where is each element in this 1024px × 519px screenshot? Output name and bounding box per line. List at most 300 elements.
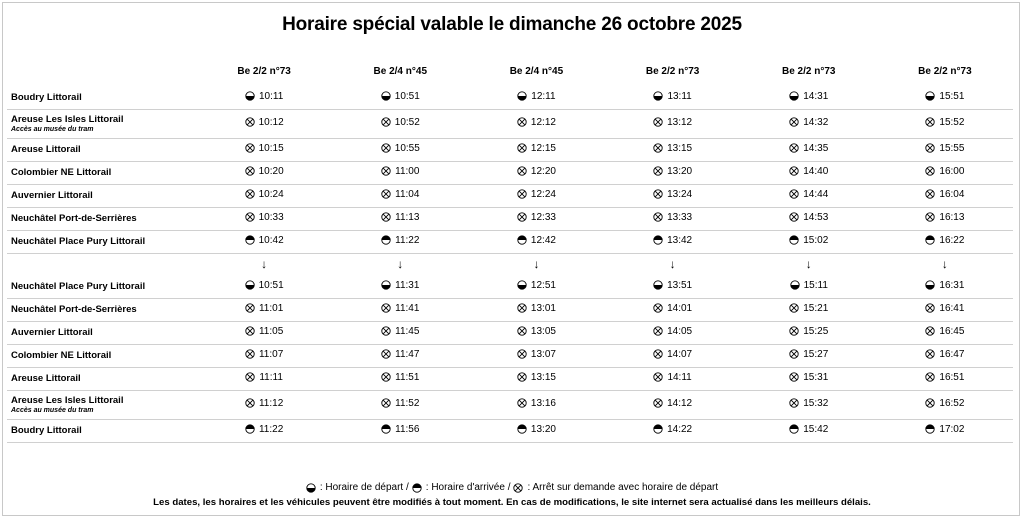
stop-name-cell bbox=[7, 86, 196, 109]
departure-icon bbox=[517, 280, 527, 290]
time-cell bbox=[332, 86, 468, 109]
request-stop-icon bbox=[789, 143, 799, 153]
schedule-row bbox=[7, 321, 1013, 344]
time-value: 15:52 bbox=[939, 116, 965, 128]
legend-request-label: : Arrêt sur demande avec horaire de départ bbox=[527, 482, 719, 493]
stop-name-cell bbox=[7, 161, 196, 184]
time-cell bbox=[196, 419, 332, 442]
time-cell bbox=[196, 298, 332, 321]
header-corner bbox=[7, 57, 196, 86]
request-stop-icon bbox=[381, 166, 391, 176]
time-cell bbox=[605, 298, 741, 321]
time-cell bbox=[196, 275, 332, 298]
stop-name-cell bbox=[7, 207, 196, 230]
time-value: 11:13 bbox=[395, 211, 420, 223]
stop-name: Auvernier Littorail bbox=[11, 190, 93, 201]
time-value: 10:33 bbox=[258, 211, 284, 223]
time-cell bbox=[741, 207, 877, 230]
time-cell bbox=[877, 138, 1013, 161]
time-cell bbox=[332, 344, 468, 367]
time-cell bbox=[605, 161, 741, 184]
time-value: 10:55 bbox=[394, 142, 420, 154]
stop-name: Areuse Les Isles Littorail bbox=[11, 113, 124, 125]
time-value: 15:51 bbox=[939, 90, 965, 102]
time-value: 10:52 bbox=[394, 116, 420, 128]
time-value: 10:20 bbox=[258, 165, 284, 177]
time-cell bbox=[468, 367, 604, 390]
time-cell bbox=[468, 230, 604, 253]
time-cell bbox=[605, 138, 741, 161]
time-value: 12:24 bbox=[530, 188, 556, 200]
time-cell bbox=[741, 367, 877, 390]
time-cell bbox=[196, 161, 332, 184]
time-value: 15:11 bbox=[803, 279, 828, 291]
time-value: 14:31 bbox=[803, 90, 829, 102]
time-value: 16:04 bbox=[939, 188, 965, 200]
time-cell bbox=[468, 419, 604, 442]
request-stop-icon bbox=[789, 303, 799, 313]
time-value: 13:15 bbox=[530, 371, 556, 383]
request-stop-icon bbox=[653, 303, 663, 313]
schedule-row bbox=[7, 367, 1013, 390]
request-stop-icon bbox=[789, 349, 799, 359]
time-cell bbox=[332, 390, 468, 419]
time-value: 15:25 bbox=[803, 325, 829, 337]
time-cell bbox=[332, 230, 468, 253]
time-cell bbox=[196, 207, 332, 230]
time-value: 16:47 bbox=[939, 348, 965, 360]
time-value: 13:20 bbox=[530, 423, 556, 435]
time-cell bbox=[877, 298, 1013, 321]
time-value: 17:02 bbox=[939, 423, 965, 435]
request-stop-icon bbox=[381, 303, 391, 313]
request-stop-icon bbox=[517, 117, 527, 127]
disclaimer-note: Les dates, les horaires et les véhicules peuvent être modifiés à tout moment. En cas de modifications, le site internet sera actualisé dans les meilleurs délais. bbox=[153, 497, 871, 508]
time-cell bbox=[741, 275, 877, 298]
stop-name-cell bbox=[7, 419, 196, 442]
request-stop-icon bbox=[245, 326, 255, 336]
time-value: 13:07 bbox=[530, 348, 556, 360]
arrow-row bbox=[7, 253, 1013, 275]
departure-icon bbox=[790, 280, 800, 290]
time-cell bbox=[332, 184, 468, 207]
stop-name: Areuse Littorail bbox=[11, 373, 81, 384]
departure-icon bbox=[653, 280, 663, 290]
time-cell bbox=[741, 184, 877, 207]
time-value: 13:16 bbox=[530, 397, 556, 409]
time-value: 10:12 bbox=[258, 116, 284, 128]
time-value: 11:01 bbox=[258, 302, 284, 314]
arrival-icon bbox=[517, 235, 527, 245]
time-cell bbox=[332, 275, 468, 298]
stop-name: Boudry Littorail bbox=[11, 91, 82, 103]
stop-note: Accès au musée du tram bbox=[11, 406, 94, 414]
time-cell bbox=[332, 109, 468, 138]
arrow-spacer bbox=[7, 253, 196, 275]
time-value: 14:01 bbox=[667, 302, 693, 314]
time-value: 11:22 bbox=[258, 423, 284, 435]
request-stop-icon bbox=[925, 398, 935, 408]
time-value: 14:12 bbox=[667, 397, 693, 409]
time-cell bbox=[605, 321, 741, 344]
request-stop-icon bbox=[653, 117, 663, 127]
vehicle-header: Be 2/2 n°73 bbox=[918, 66, 972, 77]
time-value: 11:31 bbox=[395, 279, 420, 291]
time-cell bbox=[741, 161, 877, 184]
time-cell bbox=[605, 390, 741, 419]
time-value: 14:07 bbox=[667, 348, 693, 360]
time-value: 12:33 bbox=[530, 211, 556, 223]
time-value: 10:24 bbox=[258, 188, 284, 200]
time-cell bbox=[877, 184, 1013, 207]
time-value: 15:02 bbox=[803, 234, 829, 246]
time-value: 13:33 bbox=[667, 211, 693, 223]
request-stop-icon bbox=[789, 212, 799, 222]
request-stop-icon bbox=[789, 189, 799, 199]
request-stop-icon bbox=[925, 326, 935, 336]
time-value: 14:22 bbox=[667, 423, 693, 435]
time-cell bbox=[468, 321, 604, 344]
stop-name-cell bbox=[7, 138, 196, 161]
time-cell bbox=[741, 298, 877, 321]
time-cell bbox=[741, 419, 877, 442]
time-cell bbox=[196, 390, 332, 419]
stop-name-cell bbox=[7, 298, 196, 321]
departure-icon bbox=[517, 91, 527, 101]
request-stop-icon bbox=[653, 189, 663, 199]
stop-name: Neuchâtel Port-de-Serrières bbox=[11, 304, 137, 315]
request-stop-icon bbox=[925, 143, 935, 153]
time-value: 11:47 bbox=[395, 348, 420, 360]
stop-name-cell bbox=[7, 367, 196, 390]
request-stop-icon bbox=[789, 117, 799, 127]
time-cell bbox=[741, 230, 877, 253]
request-stop-icon bbox=[513, 483, 523, 493]
schedule-row bbox=[7, 184, 1013, 207]
request-stop-icon bbox=[381, 143, 391, 153]
time-cell bbox=[196, 109, 332, 138]
time-value: 13:05 bbox=[530, 325, 556, 337]
time-cell bbox=[332, 161, 468, 184]
request-stop-icon bbox=[653, 349, 663, 359]
time-cell bbox=[741, 109, 877, 138]
stop-note: Accès au musée du tram bbox=[11, 125, 94, 133]
time-value: 11:51 bbox=[395, 371, 420, 383]
return-section bbox=[7, 275, 1013, 442]
time-cell bbox=[468, 86, 604, 109]
request-stop-icon bbox=[925, 303, 935, 313]
vehicle-header: Be 2/4 n°45 bbox=[509, 66, 564, 77]
time-cell bbox=[332, 298, 468, 321]
time-cell bbox=[332, 321, 468, 344]
request-stop-icon bbox=[381, 117, 391, 127]
stop-name: Colombier NE Littorail bbox=[11, 167, 112, 178]
down-arrow-icon: ↓ bbox=[261, 257, 268, 272]
request-stop-icon bbox=[789, 398, 799, 408]
arrival-icon bbox=[925, 424, 935, 434]
time-cell bbox=[605, 184, 741, 207]
time-value: 10:11 bbox=[258, 90, 284, 102]
time-value: 12:20 bbox=[530, 165, 556, 177]
time-cell bbox=[468, 207, 604, 230]
stop-name-cell bbox=[7, 184, 196, 207]
request-stop-icon bbox=[245, 143, 255, 153]
request-stop-icon bbox=[245, 212, 255, 222]
departure-icon bbox=[925, 280, 935, 290]
departure-icon bbox=[789, 91, 799, 101]
departure-icon bbox=[245, 280, 255, 290]
departure-icon bbox=[381, 280, 391, 290]
vehicle-header: Be 2/2 n°73 bbox=[782, 66, 836, 77]
request-stop-icon bbox=[517, 212, 527, 222]
departure-icon bbox=[306, 483, 316, 493]
legend-departure-label: : Horaire de départ / bbox=[319, 482, 409, 493]
request-stop-icon bbox=[381, 189, 391, 199]
time-cell bbox=[605, 109, 741, 138]
schedule-row bbox=[7, 86, 1013, 109]
time-cell bbox=[196, 184, 332, 207]
time-cell bbox=[468, 161, 604, 184]
arrival-icon bbox=[412, 483, 422, 493]
direction-change bbox=[7, 253, 1013, 275]
time-value: 14:32 bbox=[803, 116, 829, 128]
schedule-row bbox=[7, 298, 1013, 321]
page-title: Horaire spécial valable le dimanche 26 octobre 2025 bbox=[282, 14, 742, 35]
time-cell bbox=[332, 367, 468, 390]
time-value: 10:42 bbox=[258, 234, 284, 246]
time-cell bbox=[741, 321, 877, 344]
time-value: 13:24 bbox=[667, 188, 693, 200]
time-value: 12:42 bbox=[530, 234, 556, 246]
request-stop-icon bbox=[925, 189, 935, 199]
time-cell bbox=[877, 390, 1013, 419]
request-stop-icon bbox=[925, 372, 935, 382]
schedule-row bbox=[7, 230, 1013, 253]
legend-arrival-label: : Horaire d'arrivée / bbox=[425, 482, 511, 493]
time-value: 11:07 bbox=[258, 348, 284, 360]
arrival-icon bbox=[789, 235, 799, 245]
stop-name: Colombier NE Littorail bbox=[11, 350, 112, 361]
time-cell bbox=[605, 275, 741, 298]
time-cell bbox=[877, 109, 1013, 138]
time-cell bbox=[741, 86, 877, 109]
time-value: 12:15 bbox=[530, 142, 556, 154]
time-value: 12:12 bbox=[530, 116, 556, 128]
time-value: 13:12 bbox=[667, 116, 693, 128]
time-value: 10:51 bbox=[394, 90, 420, 102]
request-stop-icon bbox=[789, 372, 799, 382]
time-cell bbox=[605, 344, 741, 367]
stop-name-cell bbox=[7, 344, 196, 367]
time-cell bbox=[196, 138, 332, 161]
time-cell bbox=[605, 207, 741, 230]
time-cell bbox=[196, 367, 332, 390]
request-stop-icon bbox=[925, 117, 935, 127]
request-stop-icon bbox=[925, 212, 935, 222]
request-stop-icon bbox=[245, 398, 255, 408]
stop-name-cell bbox=[7, 390, 196, 419]
time-cell bbox=[332, 207, 468, 230]
time-value: 16:41 bbox=[939, 302, 965, 314]
request-stop-icon bbox=[381, 326, 391, 336]
request-stop-icon bbox=[381, 212, 391, 222]
request-stop-icon bbox=[653, 166, 663, 176]
time-cell bbox=[741, 138, 877, 161]
outbound-section bbox=[7, 86, 1013, 253]
stop-name-cell bbox=[7, 109, 196, 138]
vehicle-header: Be 2/2 n°73 bbox=[237, 66, 291, 77]
down-arrow-icon: ↓ bbox=[805, 257, 812, 272]
time-value: 15:32 bbox=[803, 397, 829, 409]
time-cell bbox=[877, 207, 1013, 230]
time-value: 16:13 bbox=[939, 211, 965, 223]
time-cell bbox=[196, 86, 332, 109]
time-value: 16:22 bbox=[939, 234, 965, 246]
vehicle-header: Be 2/4 n°45 bbox=[373, 66, 428, 77]
time-cell bbox=[196, 344, 332, 367]
timetable-panel bbox=[2, 2, 1020, 516]
request-stop-icon bbox=[517, 372, 527, 382]
time-value: 15:42 bbox=[803, 423, 829, 435]
legend bbox=[3, 482, 1021, 493]
time-cell bbox=[468, 109, 604, 138]
stop-name: Auvernier Littorail bbox=[11, 327, 93, 338]
schedule-row bbox=[7, 275, 1013, 298]
time-cell bbox=[468, 275, 604, 298]
departure-icon bbox=[925, 91, 935, 101]
stop-name: Areuse Littorail bbox=[11, 144, 81, 155]
departure-icon bbox=[653, 91, 663, 101]
time-cell bbox=[877, 321, 1013, 344]
arrival-icon bbox=[381, 235, 391, 245]
schedule-row bbox=[7, 344, 1013, 367]
schedule-row bbox=[7, 109, 1013, 138]
request-stop-icon bbox=[653, 143, 663, 153]
request-stop-icon bbox=[925, 349, 935, 359]
time-cell bbox=[468, 344, 604, 367]
request-stop-icon bbox=[517, 349, 527, 359]
time-value: 11:52 bbox=[395, 397, 420, 409]
request-stop-icon bbox=[245, 166, 255, 176]
time-value: 15:55 bbox=[939, 142, 965, 154]
time-value: 16:00 bbox=[939, 165, 965, 177]
time-cell bbox=[332, 138, 468, 161]
time-cell bbox=[605, 86, 741, 109]
time-value: 11:22 bbox=[395, 234, 420, 246]
time-value: 11:12 bbox=[258, 397, 284, 409]
time-value: 15:21 bbox=[803, 302, 829, 314]
schedule-row bbox=[7, 207, 1013, 230]
time-cell bbox=[741, 390, 877, 419]
time-value: 11:11 bbox=[259, 371, 283, 383]
time-value: 14:35 bbox=[803, 142, 829, 154]
arrival-icon bbox=[653, 235, 663, 245]
time-value: 15:31 bbox=[803, 371, 829, 383]
time-value: 11:00 bbox=[395, 165, 420, 177]
time-cell bbox=[741, 344, 877, 367]
time-value: 15:27 bbox=[803, 348, 829, 360]
time-cell bbox=[468, 298, 604, 321]
time-cell bbox=[196, 230, 332, 253]
time-value: 12:11 bbox=[531, 90, 556, 102]
stop-name: Areuse Les Isles Littorail bbox=[11, 394, 124, 406]
schedule-row bbox=[7, 161, 1013, 184]
request-stop-icon bbox=[381, 398, 391, 408]
departure-icon bbox=[381, 91, 391, 101]
time-value: 14:05 bbox=[667, 325, 693, 337]
arrival-icon bbox=[789, 424, 799, 434]
request-stop-icon bbox=[789, 326, 799, 336]
vehicle-header-row bbox=[7, 57, 1013, 86]
time-value: 10:51 bbox=[258, 279, 284, 291]
time-cell bbox=[877, 367, 1013, 390]
stop-name-cell bbox=[7, 321, 196, 344]
down-arrow-icon: ↓ bbox=[941, 257, 948, 272]
stop-name-cell bbox=[7, 230, 196, 253]
time-value: 16:51 bbox=[939, 371, 965, 383]
request-stop-icon bbox=[517, 166, 527, 176]
time-cell bbox=[468, 138, 604, 161]
request-stop-icon bbox=[381, 372, 391, 382]
departure-icon bbox=[245, 91, 255, 101]
request-stop-icon bbox=[517, 326, 527, 336]
time-cell bbox=[877, 161, 1013, 184]
time-cell bbox=[605, 419, 741, 442]
schedule-row bbox=[7, 138, 1013, 161]
request-stop-icon bbox=[653, 398, 663, 408]
time-cell bbox=[468, 184, 604, 207]
down-arrow-icon: ↓ bbox=[533, 257, 540, 272]
request-stop-icon bbox=[245, 117, 255, 127]
time-value: 12:51 bbox=[530, 279, 556, 291]
request-stop-icon bbox=[517, 303, 527, 313]
stop-name: Boudry Littorail bbox=[11, 425, 82, 436]
time-value: 13:20 bbox=[667, 165, 693, 177]
arrival-icon bbox=[517, 424, 527, 434]
time-cell bbox=[877, 275, 1013, 298]
time-value: 14:53 bbox=[803, 211, 829, 223]
request-stop-icon bbox=[245, 372, 255, 382]
request-stop-icon bbox=[925, 166, 935, 176]
time-value: 13:42 bbox=[667, 234, 693, 246]
request-stop-icon bbox=[653, 372, 663, 382]
time-cell bbox=[605, 367, 741, 390]
arrival-icon bbox=[925, 235, 935, 245]
request-stop-icon bbox=[381, 349, 391, 359]
timetable bbox=[7, 57, 1013, 443]
time-cell bbox=[877, 86, 1013, 109]
request-stop-icon bbox=[245, 189, 255, 199]
time-cell bbox=[877, 230, 1013, 253]
vehicle-header: Be 2/2 n°73 bbox=[645, 66, 700, 77]
stop-name: Neuchâtel Place Pury Littorail bbox=[11, 280, 146, 292]
time-value: 13:01 bbox=[530, 302, 556, 314]
arrival-icon bbox=[381, 424, 391, 434]
request-stop-icon bbox=[517, 398, 527, 408]
time-value: 16:52 bbox=[939, 397, 965, 409]
time-cell bbox=[877, 344, 1013, 367]
stop-name: Neuchâtel Port-de-Serrières bbox=[11, 213, 137, 224]
request-stop-icon bbox=[245, 349, 255, 359]
request-stop-icon bbox=[653, 326, 663, 336]
time-value: 11:41 bbox=[395, 302, 420, 314]
time-value: 14:11 bbox=[667, 371, 692, 383]
schedule-row bbox=[7, 390, 1013, 419]
down-arrow-icon: ↓ bbox=[397, 257, 404, 272]
time-value: 16:45 bbox=[939, 325, 965, 337]
time-value: 16:31 bbox=[939, 279, 965, 291]
stop-name: Neuchâtel Place Pury Littorail bbox=[11, 236, 146, 247]
